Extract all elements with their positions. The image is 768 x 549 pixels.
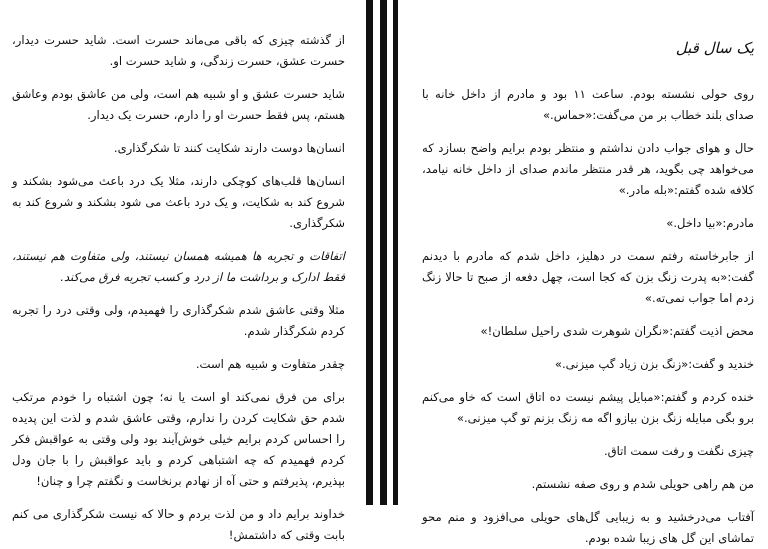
paragraph: انسان‌ها دوست دارند شکایت کنند تا شکرگذاری. bbox=[113, 141, 345, 155]
paragraph: آفتاب می‌درخشید و به زیبایی گل‌های حویلی می‌افزود و منم محو تماشای این گل های زیبا شده بودم. bbox=[422, 510, 754, 545]
paragraph: از گذشته چیزی که باقی می‌ماند حسرت است. شاید حسرت دیدار، حسرت عشق، حسرت زندگی، و شاید حسرت او. bbox=[12, 33, 345, 68]
paragraph: خندید و گفت:«زنگ بزن زیاد گپ میزنی.» bbox=[554, 357, 754, 371]
gutter-bar bbox=[380, 0, 387, 505]
paragraph: چقدر متفاوت و شبیه هم است. bbox=[195, 357, 345, 371]
right-page bbox=[402, 0, 768, 545]
paragraph: انسان‌ها قلب‌های کوچکی دارند، مثلا یک درد باعث می‌شود بشکند و شروع کند به شکایت، و یک درد باعث می شود بشکند و شروع کند به شکرگذاری. bbox=[12, 174, 345, 230]
gutter-bar bbox=[393, 0, 398, 505]
paragraph: روی حولی نشسته بودم. ساعت ۱۱ بود و مادرم از داخل خانه با صدای بلند خطاب بر من می‌گفت:«حماس.» bbox=[422, 87, 755, 122]
paragraph: حال و هوای جواب دادن نداشتم و منتظر بودم برایم واضح بسازد که می‌خواهد چی بگوید، هر قدر منتظر ماندم صدای از داخل خانه نیامد، کلافه شده گفتم:«بله مادر.» bbox=[422, 141, 754, 197]
left-page bbox=[0, 0, 363, 542]
paragraph: برای من فرق نمی‌کند او است یا نه؛ چون اشتباه را خودم مرتکب شدم حق شکایت کردن را ندارم، وقتی عاشق شدم و لذت این پدیده را احساس کردم برایم خیلی خوش‌آیند بود ولی وقتی به عواقبش فکر کردم فهمیدم که چه اشتباهی کردم و باید عواقبش را با جان ودل بپذیرم، پذیرفتم و حتی آه از نهادم برنخاست و نگفتم چرا و چنان! bbox=[12, 390, 345, 488]
paragraph: اتفاقات و تجربه ها همیشه همسان نیستند، ولی متفاوت هم نیستند، فقط ادارک و برداشت ما از درد و کسب تجربه فرق می‌کند. bbox=[12, 249, 345, 284]
paragraph: محض اذیت گفتم:«نگران شوهرت شدی راحیل سلطان!» bbox=[480, 324, 754, 338]
paragraph: مادرم:«بیا داخل.» bbox=[666, 216, 754, 230]
book-gutter bbox=[363, 0, 402, 505]
paragraph: خداوند برایم داد و من لذت بردم و حالا که نیست شکرگذاری می کنم بابت وقتی که داشتمش! bbox=[12, 507, 345, 542]
paragraph: چیزی نگفت و رفت سمت اتاق. bbox=[603, 444, 754, 458]
paragraph: از جابرخاسته رفتم سمت در دهلیز، داخل شدم که مادرم با دیدنم گفت:«به پدرت زنگ بزن که کجا است، چهل دفعه از صبح تا حالا زنگ زدم اما جواب نمی‌ته.» bbox=[422, 249, 754, 305]
paragraph: من هم راهی حویلی شدم و روی صفه نشستم. bbox=[531, 477, 754, 491]
chapter-title: یک سال قبل bbox=[675, 39, 754, 57]
paragraph: خنده کردم و گفتم:«مبایل پیشم نیست ده اتاق است که خاو می‌کنم برو بگی مبایله زنگ بزن بیازو اگه مه زنگ بزنم تو گپ میزنی.» bbox=[422, 390, 754, 425]
gutter-bar bbox=[366, 0, 373, 505]
paragraph: مثلا وقتی عاشق شدم شکرگذاری را فهمیدم، ولی وقتی درد را تجربه کردم شکرگذار شدم. bbox=[12, 303, 345, 338]
paragraph: شاید حسرت عشق و او شبیه هم است، ولی من عاشق بودم وعاشق هستم، پس فقط حسرت او را دارم، حسرت یک دیدار. bbox=[12, 87, 345, 122]
